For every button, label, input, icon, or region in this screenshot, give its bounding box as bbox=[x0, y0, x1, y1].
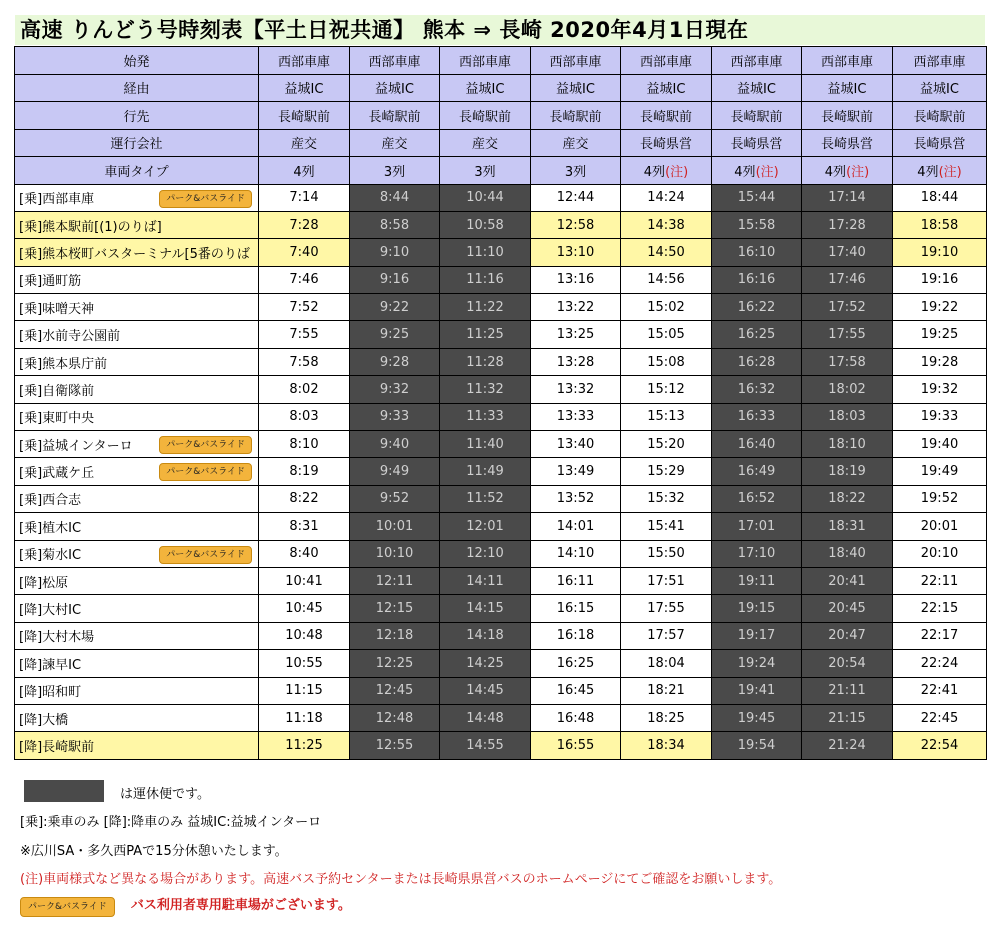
time-cell: 16:55 bbox=[531, 732, 621, 759]
header-cell: 長崎駅前 bbox=[259, 102, 350, 130]
time-cell: 22:45 bbox=[893, 704, 987, 731]
time-cell: 14:25 bbox=[440, 650, 531, 677]
time-cell: 7:14 bbox=[259, 184, 350, 211]
time-cell: 11:25 bbox=[440, 321, 531, 348]
header-cell: 長崎駅前 bbox=[712, 102, 802, 130]
table-row bbox=[15, 485, 987, 512]
time-cell: 9:10 bbox=[350, 239, 440, 266]
time-cell: 19:15 bbox=[712, 595, 802, 622]
header-cell: 益城IC bbox=[802, 74, 893, 102]
time-cell: 22:54 bbox=[893, 732, 987, 759]
time-cell: 19:11 bbox=[712, 567, 802, 594]
stop-name: [乗]西合志 bbox=[15, 485, 259, 512]
time-cell: 11:25 bbox=[259, 732, 350, 759]
time-cell: 14:45 bbox=[440, 677, 531, 704]
time-cell: 13:40 bbox=[531, 431, 621, 458]
vehicle-note: (注) bbox=[846, 164, 870, 180]
stop-name: [降]大村IC bbox=[15, 595, 259, 622]
time-cell: 12:55 bbox=[350, 732, 440, 759]
stop-name: [降]大村木場 bbox=[15, 622, 259, 649]
time-cell: 18:25 bbox=[621, 704, 712, 731]
table-row bbox=[15, 294, 987, 321]
time-cell: 19:33 bbox=[893, 403, 987, 430]
header-cell: 西部車庫 bbox=[440, 47, 531, 75]
time-cell: 17:55 bbox=[621, 595, 712, 622]
table-row bbox=[15, 431, 987, 458]
header-cell: 4列 bbox=[259, 157, 350, 185]
header-cell: 益城IC bbox=[259, 74, 350, 102]
time-cell: 9:32 bbox=[350, 376, 440, 403]
time-cell: 18:04 bbox=[621, 650, 712, 677]
time-cell: 9:25 bbox=[350, 321, 440, 348]
time-cell: 12:01 bbox=[440, 513, 531, 540]
time-cell: 9:52 bbox=[350, 485, 440, 512]
time-cell: 14:24 bbox=[621, 184, 712, 211]
stop-name: [降]松原 bbox=[15, 567, 259, 594]
time-cell: 11:22 bbox=[440, 294, 531, 321]
time-cell: 14:15 bbox=[440, 595, 531, 622]
time-cell: 12:48 bbox=[350, 704, 440, 731]
time-cell: 10:48 bbox=[259, 622, 350, 649]
table-row bbox=[15, 348, 987, 375]
header-cell: 西部車庫 bbox=[712, 47, 802, 75]
time-cell: 16:11 bbox=[531, 567, 621, 594]
header-cell: 西部車庫 bbox=[893, 47, 987, 75]
time-cell: 15:12 bbox=[621, 376, 712, 403]
time-cell: 20:41 bbox=[802, 567, 893, 594]
time-cell: 19:24 bbox=[712, 650, 802, 677]
time-cell: 7:46 bbox=[259, 266, 350, 293]
header-cell: 長崎駅前 bbox=[531, 102, 621, 130]
header-cell: 益城IC bbox=[621, 74, 712, 102]
header-label: 始発 bbox=[15, 47, 259, 75]
time-cell: 7:40 bbox=[259, 239, 350, 266]
time-cell: 17:28 bbox=[802, 211, 893, 238]
time-cell: 16:52 bbox=[712, 485, 802, 512]
parking-note: バス利用者専用駐車場がございます。 bbox=[130, 898, 351, 913]
time-cell: 15:50 bbox=[621, 540, 712, 567]
header-cell: 長崎県営 bbox=[802, 129, 893, 157]
stop-name: [乗]自衛隊前 bbox=[15, 376, 259, 403]
stop-name: [乗]西部車庫 パーク&バスライド bbox=[15, 184, 259, 211]
park-ride-badge: パーク&バスライド bbox=[159, 546, 252, 564]
header-cell: 産交 bbox=[531, 129, 621, 157]
time-cell: 15:13 bbox=[621, 403, 712, 430]
table-row bbox=[15, 732, 987, 759]
time-cell: 8:40 bbox=[259, 540, 350, 567]
time-cell: 12:11 bbox=[350, 567, 440, 594]
time-cell: 17:52 bbox=[802, 294, 893, 321]
time-cell: 17:57 bbox=[621, 622, 712, 649]
time-cell: 14:56 bbox=[621, 266, 712, 293]
park-ride-badge: パーク&バスライド bbox=[159, 463, 252, 481]
stop-name: [乗]熊本駅前[(1)のりば] bbox=[15, 211, 259, 238]
time-cell: 13:16 bbox=[531, 266, 621, 293]
time-cell: 8:10 bbox=[259, 431, 350, 458]
time-cell: 18:10 bbox=[802, 431, 893, 458]
vehicle-note: (注) bbox=[938, 164, 962, 180]
table-row bbox=[15, 595, 987, 622]
header-row bbox=[15, 102, 987, 130]
time-cell: 18:31 bbox=[802, 513, 893, 540]
time-cell: 17:46 bbox=[802, 266, 893, 293]
time-cell: 19:54 bbox=[712, 732, 802, 759]
time-cell: 17:14 bbox=[802, 184, 893, 211]
stop-name: [乗]味噌天神 bbox=[15, 294, 259, 321]
time-cell: 16:33 bbox=[712, 403, 802, 430]
time-cell: 16:49 bbox=[712, 458, 802, 485]
header-label: 車両タイプ bbox=[15, 157, 259, 185]
table-row bbox=[15, 704, 987, 731]
park-ride-legend bbox=[20, 894, 351, 917]
table-row bbox=[15, 677, 987, 704]
stop-name: [降]諫早IC bbox=[15, 650, 259, 677]
rest-stop-note: ※広川SA・多久西PAで15分休憩いたします。 bbox=[20, 844, 288, 859]
time-cell: 17:01 bbox=[712, 513, 802, 540]
time-cell: 17:55 bbox=[802, 321, 893, 348]
time-cell: 19:41 bbox=[712, 677, 802, 704]
time-cell: 17:40 bbox=[802, 239, 893, 266]
time-cell: 18:34 bbox=[621, 732, 712, 759]
time-cell: 19:49 bbox=[893, 458, 987, 485]
table-row bbox=[15, 266, 987, 293]
time-cell: 13:32 bbox=[531, 376, 621, 403]
time-cell: 11:32 bbox=[440, 376, 531, 403]
time-cell: 19:52 bbox=[893, 485, 987, 512]
time-cell: 10:58 bbox=[440, 211, 531, 238]
time-cell: 11:52 bbox=[440, 485, 531, 512]
time-cell: 19:22 bbox=[893, 294, 987, 321]
table-row bbox=[15, 184, 987, 211]
time-cell: 11:15 bbox=[259, 677, 350, 704]
time-cell: 11:10 bbox=[440, 239, 531, 266]
time-cell: 16:10 bbox=[712, 239, 802, 266]
stop-name: [乗]益城インターロ パーク&バスライド bbox=[15, 431, 259, 458]
table-row bbox=[15, 650, 987, 677]
time-cell: 15:32 bbox=[621, 485, 712, 512]
time-cell: 14:01 bbox=[531, 513, 621, 540]
time-cell: 18:19 bbox=[802, 458, 893, 485]
header-cell: 西部車庫 bbox=[531, 47, 621, 75]
time-cell: 18:58 bbox=[893, 211, 987, 238]
time-cell: 13:49 bbox=[531, 458, 621, 485]
time-cell: 13:33 bbox=[531, 403, 621, 430]
time-cell: 7:55 bbox=[259, 321, 350, 348]
header-cell: 3列 bbox=[531, 157, 621, 185]
header-cell: 長崎駅前 bbox=[440, 102, 531, 130]
time-cell: 18:22 bbox=[802, 485, 893, 512]
time-cell: 13:22 bbox=[531, 294, 621, 321]
park-ride-badge: パーク&バスライド bbox=[159, 436, 252, 454]
header-cell: 益城IC bbox=[350, 74, 440, 102]
time-cell: 7:28 bbox=[259, 211, 350, 238]
time-cell: 19:28 bbox=[893, 348, 987, 375]
time-cell: 18:44 bbox=[893, 184, 987, 211]
header-cell: 産交 bbox=[350, 129, 440, 157]
park-ride-badge: パーク&バスライド bbox=[159, 190, 252, 208]
stop-name: [乗]東町中央 bbox=[15, 403, 259, 430]
time-cell: 12:10 bbox=[440, 540, 531, 567]
time-cell: 15:02 bbox=[621, 294, 712, 321]
table-row bbox=[15, 540, 987, 567]
time-cell: 9:49 bbox=[350, 458, 440, 485]
time-cell: 16:40 bbox=[712, 431, 802, 458]
time-cell: 19:45 bbox=[712, 704, 802, 731]
header-cell: 益城IC bbox=[712, 74, 802, 102]
suspended-legend-swatch bbox=[24, 780, 104, 802]
time-cell: 19:32 bbox=[893, 376, 987, 403]
time-cell: 18:03 bbox=[802, 403, 893, 430]
time-cell: 15:29 bbox=[621, 458, 712, 485]
time-cell: 13:25 bbox=[531, 321, 621, 348]
time-cell: 13:52 bbox=[531, 485, 621, 512]
time-cell: 18:02 bbox=[802, 376, 893, 403]
time-cell: 19:25 bbox=[893, 321, 987, 348]
stop-name: [降]昭和町 bbox=[15, 677, 259, 704]
time-cell: 16:18 bbox=[531, 622, 621, 649]
time-cell: 19:16 bbox=[893, 266, 987, 293]
table-row bbox=[15, 239, 987, 266]
time-cell: 12:58 bbox=[531, 211, 621, 238]
time-cell: 10:55 bbox=[259, 650, 350, 677]
time-cell: 11:18 bbox=[259, 704, 350, 731]
time-cell: 8:19 bbox=[259, 458, 350, 485]
time-cell: 14:18 bbox=[440, 622, 531, 649]
time-cell: 10:10 bbox=[350, 540, 440, 567]
header-cell: 長崎県営 bbox=[893, 129, 987, 157]
time-cell: 16:22 bbox=[712, 294, 802, 321]
header-cell: 4列(注) bbox=[893, 157, 987, 185]
park-ride-badge: パーク&バスライド bbox=[20, 897, 115, 917]
time-cell: 16:45 bbox=[531, 677, 621, 704]
stop-name: [乗]水前寺公園前 bbox=[15, 321, 259, 348]
stop-name: [乗]通町筋 bbox=[15, 266, 259, 293]
header-cell: 益城IC bbox=[531, 74, 621, 102]
time-cell: 19:17 bbox=[712, 622, 802, 649]
time-cell: 20:45 bbox=[802, 595, 893, 622]
time-cell: 20:10 bbox=[893, 540, 987, 567]
time-cell: 14:48 bbox=[440, 704, 531, 731]
abbreviation-note: [乗]:乗車のみ [降]:降車のみ 益城IC:益城インターロ bbox=[20, 815, 322, 830]
time-cell: 21:24 bbox=[802, 732, 893, 759]
stop-name: [乗]熊本県庁前 bbox=[15, 348, 259, 375]
time-cell: 13:28 bbox=[531, 348, 621, 375]
header-cell: 西部車庫 bbox=[350, 47, 440, 75]
time-cell: 15:20 bbox=[621, 431, 712, 458]
header-cell: 益城IC bbox=[893, 74, 987, 102]
time-cell: 21:11 bbox=[802, 677, 893, 704]
time-cell: 14:50 bbox=[621, 239, 712, 266]
time-cell: 16:32 bbox=[712, 376, 802, 403]
header-cell: 3列 bbox=[350, 157, 440, 185]
header-cell: 4列(注) bbox=[621, 157, 712, 185]
time-cell: 8:22 bbox=[259, 485, 350, 512]
header-row bbox=[15, 129, 987, 157]
time-cell: 22:24 bbox=[893, 650, 987, 677]
time-cell: 8:44 bbox=[350, 184, 440, 211]
time-cell: 9:16 bbox=[350, 266, 440, 293]
time-cell: 15:05 bbox=[621, 321, 712, 348]
table-row bbox=[15, 403, 987, 430]
time-cell: 8:58 bbox=[350, 211, 440, 238]
time-cell: 20:47 bbox=[802, 622, 893, 649]
time-cell: 9:28 bbox=[350, 348, 440, 375]
header-row bbox=[15, 157, 987, 185]
header-cell: 長崎駅前 bbox=[802, 102, 893, 130]
time-cell: 10:45 bbox=[259, 595, 350, 622]
time-cell: 8:02 bbox=[259, 376, 350, 403]
time-cell: 18:21 bbox=[621, 677, 712, 704]
table-row bbox=[15, 211, 987, 238]
header-cell: 西部車庫 bbox=[259, 47, 350, 75]
caution-note: (注)車両様式など異なる場合があります。高速バス予約センターまたは長崎県県営バスのホームページにてご確認をお願いします。 bbox=[20, 872, 782, 887]
header-cell: 産交 bbox=[440, 129, 531, 157]
time-cell: 15:58 bbox=[712, 211, 802, 238]
time-cell: 10:01 bbox=[350, 513, 440, 540]
time-cell: 15:41 bbox=[621, 513, 712, 540]
time-cell: 17:10 bbox=[712, 540, 802, 567]
time-cell: 15:44 bbox=[712, 184, 802, 211]
header-cell: 益城IC bbox=[440, 74, 531, 102]
table-row bbox=[15, 458, 987, 485]
header-cell: 長崎駅前 bbox=[893, 102, 987, 130]
time-cell: 16:25 bbox=[531, 650, 621, 677]
table-row bbox=[15, 567, 987, 594]
time-cell: 20:01 bbox=[893, 513, 987, 540]
timetable bbox=[14, 46, 987, 760]
time-cell: 21:15 bbox=[802, 704, 893, 731]
header-row bbox=[15, 47, 987, 75]
time-cell: 9:22 bbox=[350, 294, 440, 321]
header-cell: 西部車庫 bbox=[621, 47, 712, 75]
time-cell: 7:58 bbox=[259, 348, 350, 375]
stop-name: [乗]武蔵ケ丘 パーク&バスライド bbox=[15, 458, 259, 485]
time-cell: 12:15 bbox=[350, 595, 440, 622]
time-cell: 18:40 bbox=[802, 540, 893, 567]
time-cell: 10:44 bbox=[440, 184, 531, 211]
time-cell: 7:52 bbox=[259, 294, 350, 321]
header-label: 経由 bbox=[15, 74, 259, 102]
time-cell: 12:45 bbox=[350, 677, 440, 704]
header-cell: 長崎駅前 bbox=[350, 102, 440, 130]
table-row bbox=[15, 376, 987, 403]
time-cell: 14:11 bbox=[440, 567, 531, 594]
time-cell: 12:18 bbox=[350, 622, 440, 649]
time-cell: 8:31 bbox=[259, 513, 350, 540]
header-cell: 長崎県営 bbox=[621, 129, 712, 157]
vehicle-note: (注) bbox=[755, 164, 779, 180]
time-cell: 19:10 bbox=[893, 239, 987, 266]
table-row bbox=[15, 622, 987, 649]
time-cell: 11:40 bbox=[440, 431, 531, 458]
time-cell: 10:41 bbox=[259, 567, 350, 594]
time-cell: 14:10 bbox=[531, 540, 621, 567]
stop-name: [乗]植木IC bbox=[15, 513, 259, 540]
time-cell: 11:33 bbox=[440, 403, 531, 430]
time-cell: 12:25 bbox=[350, 650, 440, 677]
time-cell: 17:58 bbox=[802, 348, 893, 375]
time-cell: 13:10 bbox=[531, 239, 621, 266]
time-cell: 16:16 bbox=[712, 266, 802, 293]
time-cell: 22:15 bbox=[893, 595, 987, 622]
time-cell: 17:51 bbox=[621, 567, 712, 594]
time-cell: 9:40 bbox=[350, 431, 440, 458]
header-row bbox=[15, 74, 987, 102]
time-cell: 11:49 bbox=[440, 458, 531, 485]
time-cell: 16:25 bbox=[712, 321, 802, 348]
table-row bbox=[15, 513, 987, 540]
stop-name: [降]長崎駅前 bbox=[15, 732, 259, 759]
time-cell: 14:38 bbox=[621, 211, 712, 238]
time-cell: 8:03 bbox=[259, 403, 350, 430]
time-cell: 14:55 bbox=[440, 732, 531, 759]
time-cell: 12:44 bbox=[531, 184, 621, 211]
table-row bbox=[15, 321, 987, 348]
time-cell: 16:48 bbox=[531, 704, 621, 731]
header-cell: 4列(注) bbox=[712, 157, 802, 185]
header-cell: 4列(注) bbox=[802, 157, 893, 185]
time-cell: 15:08 bbox=[621, 348, 712, 375]
header-cell: 長崎駅前 bbox=[621, 102, 712, 130]
vehicle-note: (注) bbox=[665, 164, 689, 180]
time-cell: 22:41 bbox=[893, 677, 987, 704]
time-cell: 22:11 bbox=[893, 567, 987, 594]
time-cell: 22:17 bbox=[893, 622, 987, 649]
time-cell: 16:28 bbox=[712, 348, 802, 375]
header-cell: 長崎県営 bbox=[712, 129, 802, 157]
header-cell: 3列 bbox=[440, 157, 531, 185]
time-cell: 11:16 bbox=[440, 266, 531, 293]
header-cell: 産交 bbox=[259, 129, 350, 157]
time-cell: 19:40 bbox=[893, 431, 987, 458]
stop-name: [乗]熊本桜町バスターミナル[5番のりば bbox=[15, 239, 259, 266]
header-label: 運行会社 bbox=[15, 129, 259, 157]
time-cell: 20:54 bbox=[802, 650, 893, 677]
time-cell: 9:33 bbox=[350, 403, 440, 430]
page-title: 高速 りんどう号時刻表【平土日祝共通】 熊本 ⇒ 長崎 2020年4月1日現在 bbox=[15, 15, 985, 45]
header-label: 行先 bbox=[15, 102, 259, 130]
time-cell: 16:15 bbox=[531, 595, 621, 622]
stop-name: [乗]菊水IC パーク&バスライド bbox=[15, 540, 259, 567]
time-cell: 11:28 bbox=[440, 348, 531, 375]
header-cell: 西部車庫 bbox=[802, 47, 893, 75]
stop-name: [降]大橋 bbox=[15, 704, 259, 731]
suspended-legend-text: は運休便です。 bbox=[120, 787, 210, 802]
